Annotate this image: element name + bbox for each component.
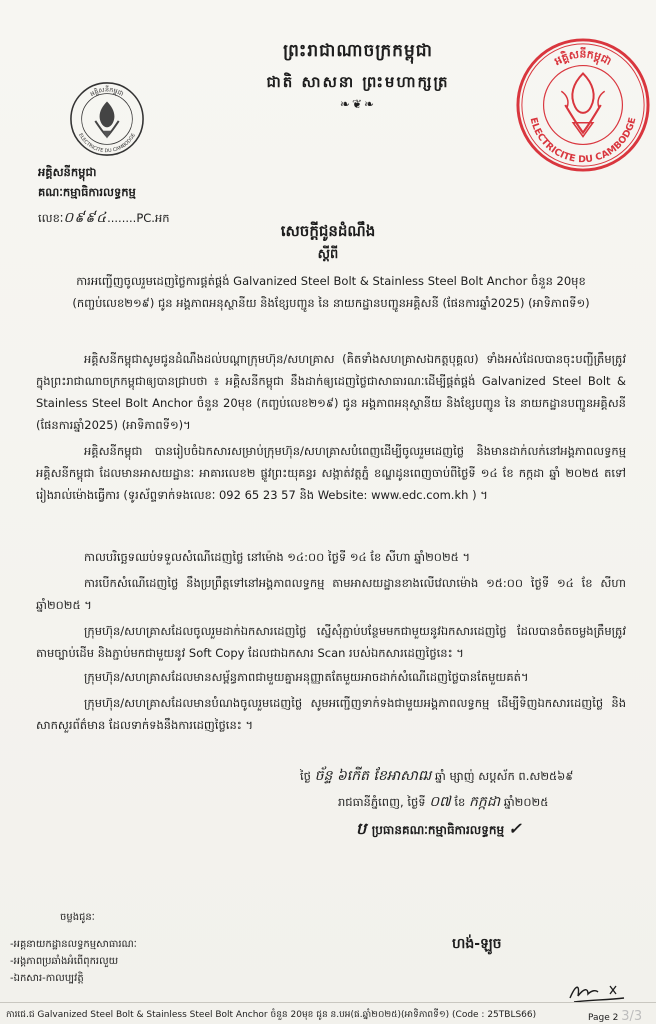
svg-text:អគ្គិសនីកម្ពុជា — [89, 85, 124, 98]
signatory-name: ហង់-ឡូច — [452, 936, 502, 952]
paragraph-contact: ក្រុមហ៊ុន/សហគ្រាសដែលមានបំណងចូលរួមដេញថ្លៃ សូមអញ្ជើញទាក់ទងជាមួយអង្គភាពលទ្ធកម្ម ដើម្បីទិញឯកសារដេញថ្លៃ និងសាកសួរព័ត៌មាន ដែលទាក់ទងនឹងការដេញថ្លៃនេះ ។ — [36, 696, 626, 732]
subject-body: ការអញ្ជើញចូលរួមដេញថ្លៃការផ្គត់ផ្គង់ Galvanized Steel Bolt & Stainless Steel Bolt Anchor ចំនួន 20មុខ (កញ្ចប់លេខ២១៩) ជូន អង្គភាពអនុស្ថានីយ និងខ្សែបញ្ជូន នៃ នាយកដ្ឋានបញ្ជូនអគ្គិសនី (ផែនការឆ្នាំ2025) (អាទិភាពទី១) — [72, 274, 590, 310]
signature-mark: ប — [356, 819, 372, 838]
lunar-date-prefix: ថ្ងៃ — [300, 769, 311, 783]
edc-logo-icon — [68, 80, 146, 158]
reference-prefix: លេខៈ — [38, 211, 64, 225]
signature-tick: ✓ — [508, 819, 522, 838]
signatory-role — [356, 818, 522, 842]
paragraph-one-bid: ក្រុមហ៊ុន/សហគ្រាសដែលមានសម្ព័ន្ធភាពជាមួយគ្នាអនុញ្ញាតតែមួយអាចដាក់សំណើដេញថ្លៃបានតែមួយគត់។ — [84, 670, 529, 684]
footer-text: ការជេ.ជ Galvanized Steel Bolt & Stainless Steel Bolt Anchor ចំនួន 20មុខ ជូន ន.បអ(ផ.ឆ្នាំ២០២៥)(អាទិភាពទី១) (Code : 25TBLS66) — [6, 1010, 537, 1020]
lunar-date-suffix: ឆ្នាំ ម្សាញ់ សប្តស័ក ព.ស២៥៦៩ — [434, 769, 574, 783]
cc-item: -អង្គភាពប្រឆាំងអំពើពុករលួយ — [10, 956, 119, 967]
page-label: Page 2 — [588, 1013, 619, 1023]
solar-date — [338, 792, 548, 813]
reference-handwritten-number: ០៩៩៤ — [63, 210, 108, 226]
solar-date-month-label: ខែ — [454, 795, 466, 809]
solar-date-day: ០៧ — [429, 794, 451, 810]
footer-page-number — [588, 1009, 642, 1024]
solar-date-month: កក្កដា — [468, 794, 501, 810]
paragraph-opening: ការបើកសំណើដេញថ្លៃ នឹងប្រព្រឹត្តទៅនៅអង្គភាពលទ្ធកម្ម តាមអាសយដ្ឋានខាងលើវេលាម៉ោង ១៥:០០ ថ្ងៃទី ១៤ ខែ សីហា ឆ្នាំ២០២៥ ។ — [36, 576, 626, 612]
lunar-date — [300, 766, 573, 787]
national-motto: ជាតិ សាសនា ព្រះមហាក្សត្រ — [266, 73, 450, 91]
official-seal-stamp — [514, 36, 652, 174]
kingdom-heading: ព្រះរាជាណាចក្រកម្ពុជា — [283, 41, 433, 61]
solar-date-prefix: រាជធានីភ្នំពេញ, ថ្ងៃទី — [338, 795, 426, 809]
stamp-top-text: អគ្គិសនីកម្ពុជា — [552, 47, 614, 68]
paragraph-deadline: កាលបរិច្ឆេទឈប់ទទួលសំណើដេញថ្លៃ នៅម៉ោង ១៤:០០ ថ្ងៃទី ១៤ ខែ សីហា ឆ្នាំ២០២៥ ។ — [84, 550, 471, 564]
paragraph-announcement: អគ្គិសនីកម្ពុជាសូមជូនដំណឹងដល់បណ្តាក្រុមហ៊ុន/សហគ្រាស (គិតទាំងសហគ្រាសឯកត្តបុគ្គល) ទាំងអស់ដែលបានចុះបញ្ជីត្រឹមត្រូវក្នុងព្រះរាជាណាចក្រកម្ពុជាឲ្យបានជ្រាបថា ៖ អគ្គិសនីកម្ពុជា នឹងដាក់ឲ្យដេញថ្លៃជាសាធារណៈដើម្បីផ្គត់ផ្គង់ Galvanized Steel Bolt & Stainless Steel Bolt Anchor ចំនួន 20មុខ (កញ្ចប់លេខ២១៩) ជូន អង្គភាពអនុស្ថានីយ និងខ្សែបញ្ជូន នៃ នាយកដ្ឋានបញ្ជូនអគ្គិសនី (ផែនការឆ្នាំ2025) (អាទិភាពទី១)។ — [36, 352, 626, 432]
cc-item: -អគ្គនាយកដ្ឋានលទ្ធកម្មសាធារណៈ — [10, 939, 137, 950]
subject-label: ស្តីពី — [317, 247, 339, 262]
cc-item: -ឯកសារ-កាលប្បវត្តិ — [10, 973, 84, 984]
cc-title: ចម្លងជូនៈ — [60, 912, 95, 923]
stamp-bottom-text: ELECTRICITE DU CAMBODGE — [527, 116, 639, 166]
lunar-date-handwritten: ច័ន្ទ ៦កើត ខែអាសាឍ — [314, 768, 432, 784]
signatory-role-text: ប្រធានគណៈកម្មាធិការលទ្ធកម្ម — [371, 823, 505, 837]
paragraph-documents: អគ្គិសនីកម្ពុជា បានរៀបចំឯកសារសម្រាប់ក្រុមហ៊ុន/សហគ្រាសបំពេញដើម្បីចូលរួមដេញថ្លៃ និងមានដាក់លក់នៅអង្គភាពលទ្ធកម្មអគ្គិសនីកម្ពុជា ដែលមានអាសយដ្ឋានៈ អាគារលេខ២ ផ្លូវព្រះយុគន្ធរ សង្កាត់វត្តភ្នំ ខណ្ឌដូនពេញចាប់ពីថ្ងៃទី ១៤ ខែ កក្កដា ឆ្នាំ ២០២៥ តទៅរៀងរាល់ម៉ោងធ្វើការ (ទូរស័ព្ទទាក់ទងលេខៈ 092 65 23 57 និង Website: www.edc.com.kh ) ។ — [36, 444, 626, 502]
committee-name: គណៈកម្មាធិការលទ្ធកម្ម — [38, 185, 136, 199]
solar-date-year: ឆ្នាំ២០២៥ — [503, 795, 549, 809]
reference-suffix: ........PC.អក — [107, 211, 170, 225]
cc-list — [10, 936, 137, 987]
paragraph-soft-copy: ក្រុមហ៊ុន/សហគ្រាសដែលចូលរួមដាក់ឯកសារដេញថ្លៃ ស្នើសុំភ្ជាប់បន្ថែមមកជាមួយនូវឯកសារដេញថ្លៃ ដែលបានចំតចម្លងត្រឹមត្រូវតាមច្បាប់ដើម និងភ្ជាប់មកជាមួយនូវ Soft Copy ដែលជាឯកសារ Scan របស់ឯកសារដេញថ្លៃនេះ ។ — [36, 624, 626, 660]
organization-block — [38, 162, 136, 202]
page-of-label: 3/3 — [621, 1009, 643, 1024]
logo-bottom-text: ELECTRICITE DU CAMBODGE — [77, 132, 137, 155]
notice-title: សេចក្តីជូនដំណឹង — [280, 222, 376, 240]
header-ornament: ❧❦❧ — [339, 97, 377, 111]
footer-divider — [0, 1002, 656, 1003]
logo-arc-text: អគ្គិសនីកម្ពុជា — [89, 86, 125, 98]
organization-name: អគ្គិសនីកម្ពុជា — [38, 165, 97, 179]
